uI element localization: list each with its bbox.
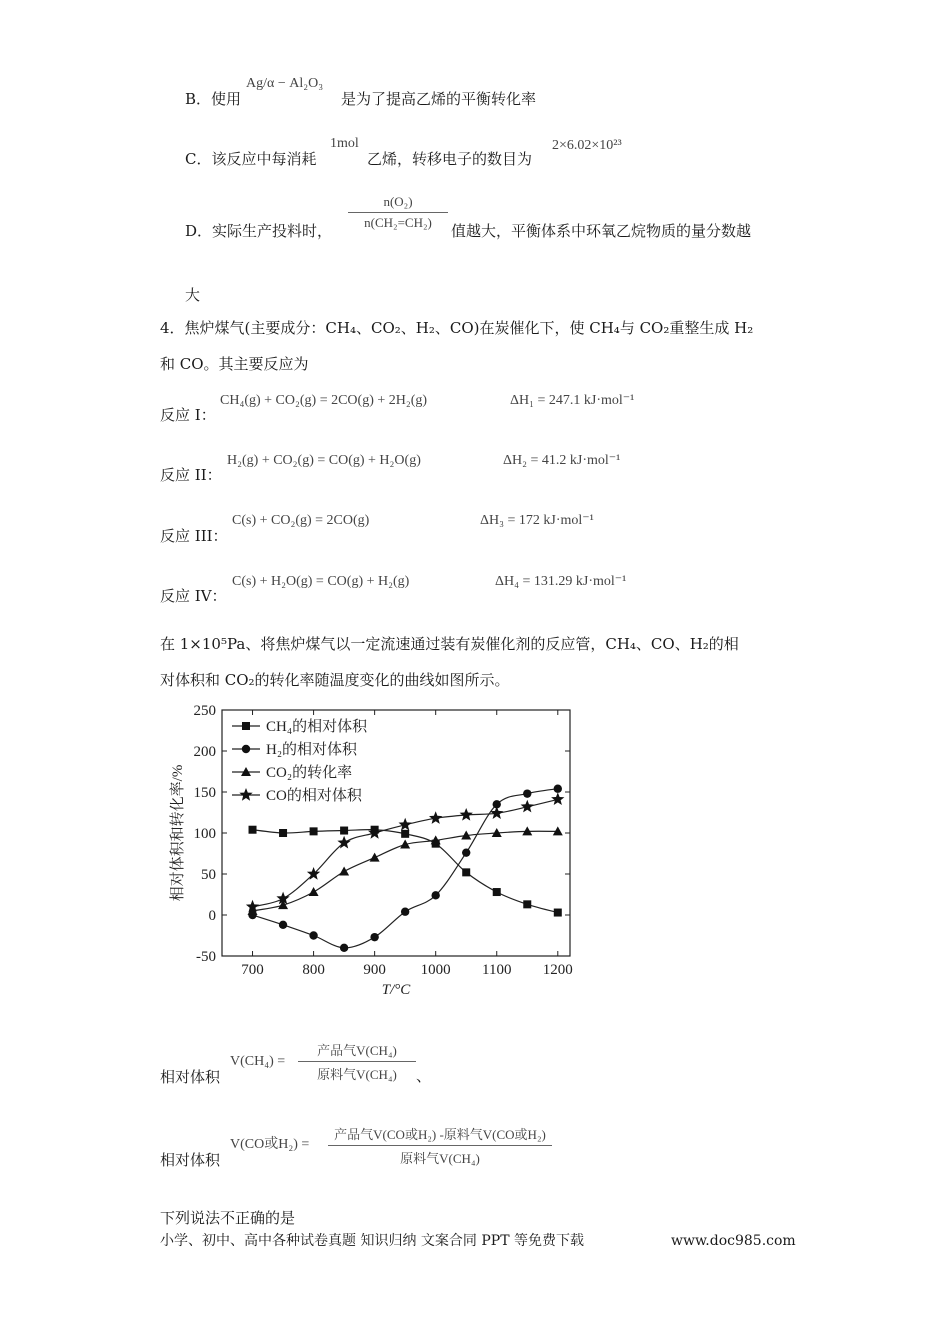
y-tick-label: 50 [201, 867, 216, 883]
data-point-triangle [309, 887, 319, 896]
data-point-circle [431, 891, 439, 899]
reaction-3-label: 反应 III： [160, 527, 228, 545]
definition-2-fraction [328, 1124, 552, 1167]
data-point-square [554, 909, 562, 917]
x-tick-label: 1100 [482, 962, 512, 978]
definition-2-lhs: V(CO或H₂) = [230, 1137, 310, 1152]
chart [160, 700, 580, 1000]
reaction-4-equation: C(s) + H₂O(g) = CO(g) + H₂(g) [232, 574, 410, 589]
data-point-star [429, 811, 442, 824]
reaction-3-equation: C(s) + CO₂(g) = 2CO(g) [232, 513, 370, 528]
data-point-circle [462, 848, 470, 856]
y-tick-label: 100 [193, 826, 216, 842]
question-prompt: 下列说法不正确的是 [160, 1209, 296, 1227]
data-point-circle [523, 789, 531, 797]
option-c-value: 2×6.02×10²³ [552, 138, 622, 153]
condition-line2: 对体积和 CO₂的转化率随温度变化的曲线如图所示。 [160, 671, 510, 689]
footer-url[interactable]: www.doc985.com [671, 1233, 796, 1249]
reaction-1-label: 反应 I： [160, 406, 216, 424]
question-4-line1: 4．焦炉煤气(主要成分：CH₄、CO₂、H₂、CO)在炭催化下，使 CH₄与 CO₂重整生成 H₂ [160, 319, 754, 337]
option-d-continuation: 大 [185, 286, 201, 304]
definition-2-label: 相对体积 [160, 1151, 221, 1169]
data-point-circle [401, 908, 409, 916]
data-point-star [490, 806, 503, 819]
data-point-square [279, 829, 287, 837]
option-c-amount: 1mol [330, 136, 359, 151]
option-d-numerator: n(O₂) [348, 194, 448, 213]
y-tick-label: 250 [193, 703, 216, 719]
data-point-star [521, 800, 534, 813]
series-line-3 [253, 799, 558, 906]
definition-1-numerator: 产品气V(CH₄) [298, 1040, 416, 1062]
x-tick-label: 800 [302, 962, 325, 978]
definition-1-denominator: 原料气V(CH₄) [317, 1067, 397, 1082]
x-tick-label: 700 [241, 962, 264, 978]
option-b-prefix: B．使用 [185, 90, 242, 108]
definition-1-lhs: V(CH₄) = [230, 1054, 286, 1069]
data-point-triangle [370, 853, 380, 862]
data-point-circle [340, 944, 348, 952]
data-point-circle [309, 931, 317, 939]
reaction-4-enthalpy: ΔH₄ = 131.29 kJ·mol⁻¹ [495, 574, 627, 589]
x-tick-label: 1200 [542, 962, 573, 978]
data-point-square [249, 826, 257, 834]
option-d-prefix: D．实际生产投料时， [185, 222, 333, 240]
x-tick-label: 900 [363, 962, 386, 978]
data-point-star [551, 792, 564, 805]
legend-label: CO₂的转化率 [266, 765, 353, 781]
legend-marker-circle [242, 745, 250, 753]
x-axis-label: T/°C [381, 982, 411, 998]
data-point-circle [554, 785, 562, 793]
legend-marker-square [242, 722, 250, 730]
data-point-square [462, 868, 470, 876]
data-point-star [368, 826, 381, 839]
y-axis-label: 相对体积和转化率/% [170, 764, 186, 902]
option-c-text: 乙烯，转移电子的数目为 [367, 150, 533, 168]
legend-marker-star [239, 788, 252, 801]
legend-label: CO的相对体积 [266, 788, 362, 804]
question-4-line2: 和 CO。其主要反应为 [160, 355, 309, 373]
option-d-fraction [348, 194, 448, 231]
y-tick-label: 150 [193, 785, 216, 801]
x-tick-label: 1000 [420, 962, 451, 978]
y-tick-label: 0 [208, 908, 216, 924]
data-point-triangle [339, 867, 349, 876]
option-b-text: 是为了提高乙烯的平衡转化率 [341, 90, 537, 108]
data-point-square [493, 888, 501, 896]
y-tick-label: 200 [193, 744, 216, 760]
definition-1-tail: 、 [416, 1067, 432, 1085]
legend-label: H₂的相对体积 [266, 742, 358, 758]
definition-1-fraction [298, 1040, 416, 1083]
data-point-star [399, 818, 412, 831]
data-point-star [460, 808, 473, 821]
data-point-square [401, 830, 409, 838]
reaction-2-label: 反应 II： [160, 466, 222, 484]
data-point-circle [370, 933, 378, 941]
y-tick-label: -50 [196, 949, 216, 965]
reaction-2-equation: H₂(g) + CO₂(g) = CO(g) + H₂O(g) [227, 453, 421, 468]
reaction-2-enthalpy: ΔH₂ = 41.2 kJ·mol⁻¹ [503, 453, 621, 468]
legend-label: CH₄的相对体积 [266, 719, 368, 735]
footer-text: 小学、初中、高中各种试卷真题 知识归纳 文案合同 PPT 等免费下载 [160, 1233, 584, 1249]
definition-2-numerator: 产品气V(CO或H₂) -原料气V(CO或H₂) [328, 1124, 552, 1146]
data-point-circle [279, 921, 287, 929]
series-line-1 [253, 789, 558, 948]
reaction-4-label: 反应 IV： [160, 587, 227, 605]
reaction-1-enthalpy: ΔH₁ = 247.1 kJ·mol⁻¹ [510, 393, 635, 408]
reaction-3-enthalpy: ΔH₃ = 172 kJ·mol⁻¹ [480, 513, 594, 528]
option-d-denominator: n(CH₂=CH₂) [364, 215, 432, 230]
reaction-1-equation: CH₄(g) + CO₂(g) = 2CO(g) + 2H₂(g) [220, 393, 428, 408]
option-b-formula: Ag/α − Al₂O₃ [246, 76, 324, 91]
data-point-square [310, 827, 318, 835]
condition-line1: 在 1×10⁵Pa、将焦炉煤气以一定流速通过装有炭催化剂的反应管，CH₄、CO、H₂的相 [160, 635, 739, 653]
option-c-prefix: C．该反应中每消耗 [185, 150, 317, 168]
definition-1-label: 相对体积 [160, 1068, 221, 1086]
data-point-square [523, 900, 531, 908]
definition-2-denominator: 原料气V(CH₄) [400, 1151, 480, 1166]
option-d-text: 值越大，平衡体系中环氧乙烷物质的量分数越 [451, 222, 752, 240]
data-point-square [340, 827, 348, 835]
